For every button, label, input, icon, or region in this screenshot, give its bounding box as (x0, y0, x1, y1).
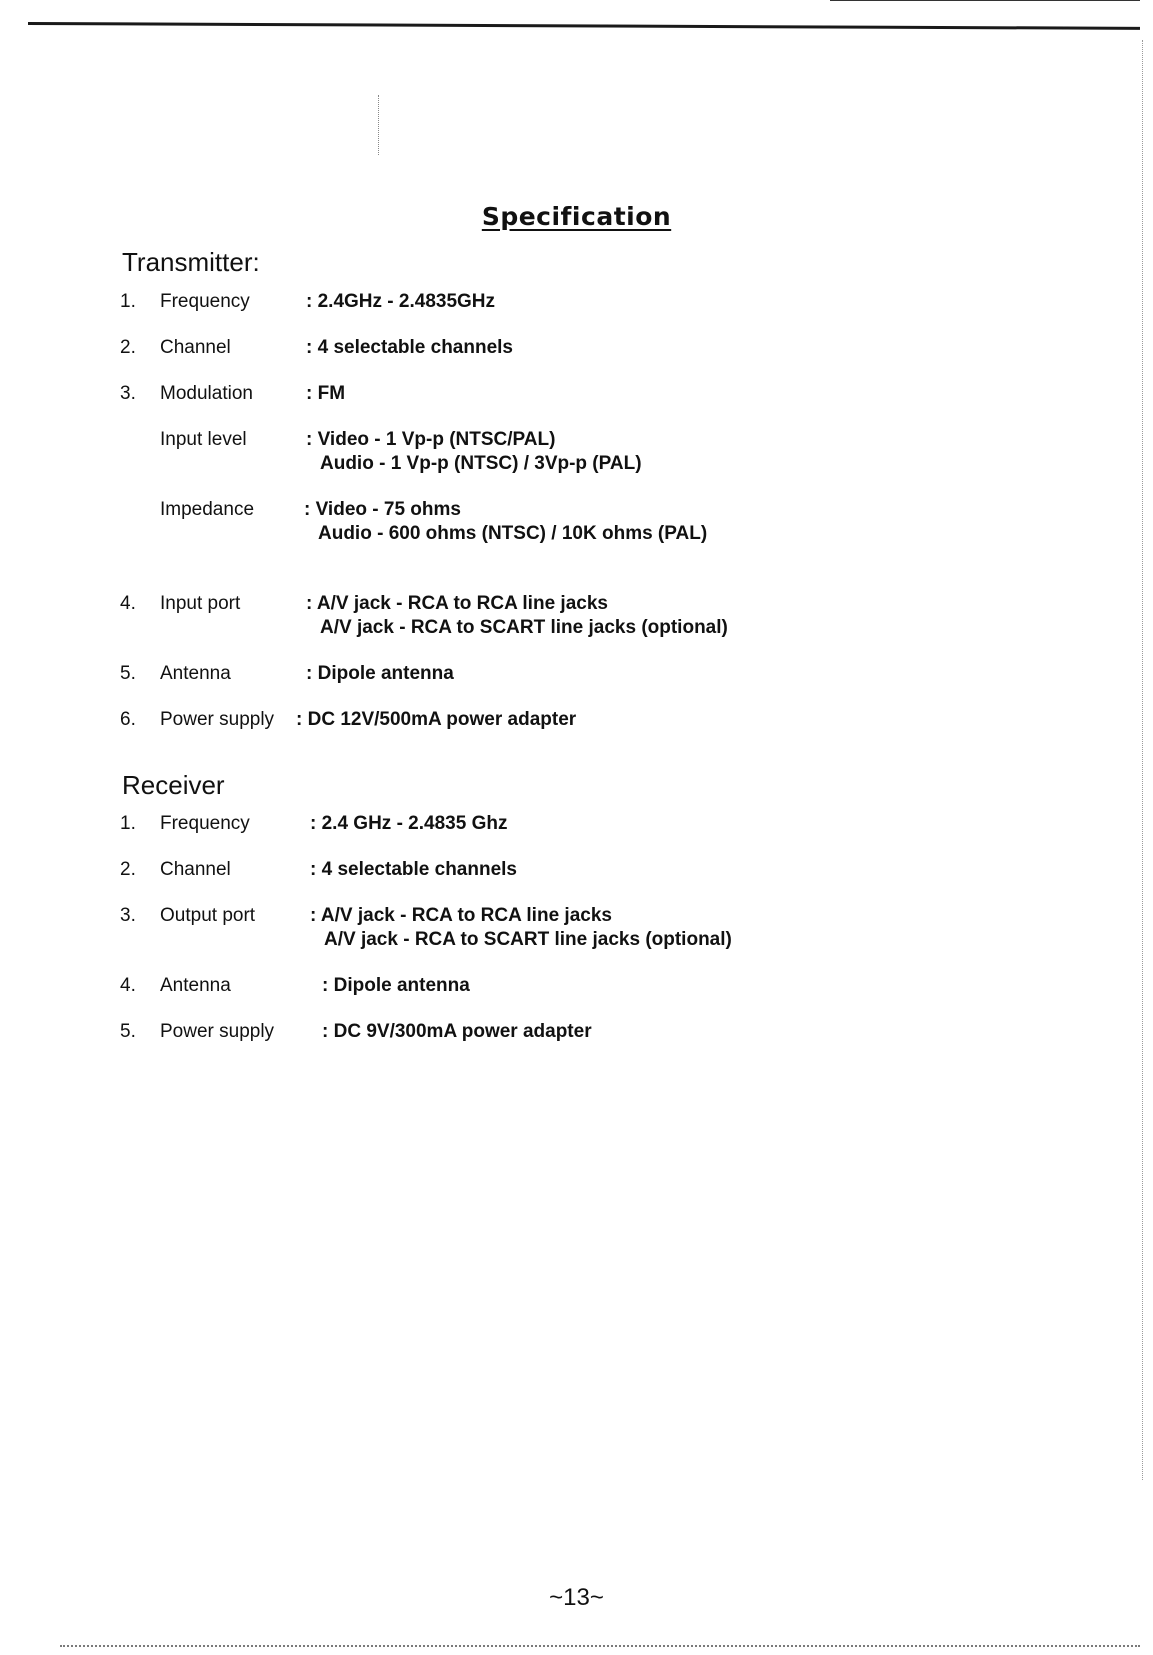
value-line: : 2.4 GHz - 2.4835 Ghz (310, 813, 508, 834)
value-line: : A/V jack - RCA to RCA line jacks (306, 593, 608, 614)
receiver-heading: Receiver (122, 770, 225, 800)
item-value (310, 904, 732, 952)
item-number: 5. (120, 1021, 136, 1042)
page-title: Specification (481, 202, 672, 231)
item-label: Frequency (160, 291, 250, 312)
item-number: 4. (120, 593, 136, 614)
value-line: : Video - 75 ohms (304, 499, 461, 520)
value-line: : Dipole antenna (322, 975, 470, 996)
value-line: : DC 9V/300mA power adapter (322, 1021, 592, 1042)
item-label: Power supply (160, 1021, 275, 1042)
scan-edge-line (830, 0, 1140, 1)
item-number: 6. (120, 709, 136, 730)
item-label: Power supply (160, 709, 275, 730)
value-line: : 4 selectable channels (310, 859, 517, 880)
item-label: Frequency (160, 813, 250, 834)
item-value (306, 336, 513, 360)
header-rule (28, 22, 1140, 30)
value-line: Audio - 1 Vp-p (NTSC) / 3Vp-p (PAL) (320, 453, 642, 474)
item-label: Antenna (160, 663, 231, 684)
value-line: : DC 12V/500mA power adapter (296, 709, 577, 730)
scan-right-edge (1142, 40, 1143, 1480)
item-number: 1. (120, 813, 136, 834)
scan-bottom-edge (60, 1645, 1140, 1647)
item-number: 2. (120, 859, 136, 880)
value-line: : FM (306, 383, 346, 404)
item-value (322, 974, 470, 998)
item-value (306, 382, 345, 406)
item-label: Impedance (160, 499, 255, 520)
item-number: 1. (120, 291, 136, 312)
item-value (296, 708, 576, 732)
item-value (310, 858, 517, 882)
value-line: : Dipole antenna (306, 663, 454, 684)
transmitter-heading: Transmitter: (122, 247, 260, 277)
item-value (306, 592, 728, 640)
item-value (322, 1020, 592, 1044)
item-label: Channel (160, 859, 231, 880)
item-value (306, 662, 454, 686)
value-line: Audio - 600 ohms (NTSC) / 10K ohms (PAL) (318, 523, 708, 544)
value-line: : A/V jack - RCA to RCA line jacks (310, 905, 612, 926)
item-value (306, 290, 495, 314)
scan-artifact (378, 95, 379, 155)
item-label: Channel (160, 337, 231, 358)
item-label: Antenna (160, 975, 231, 996)
item-value (310, 812, 507, 836)
item-number: 4. (120, 975, 136, 996)
item-number: 2. (120, 337, 136, 358)
page-number: ~13~ (549, 1584, 604, 1611)
item-label: Input port (160, 593, 241, 614)
item-label: Output port (160, 905, 256, 926)
value-line: : 2.4GHz - 2.4835GHz (306, 291, 496, 312)
value-line: : Video - 1 Vp-p (NTSC/PAL) (306, 429, 556, 450)
value-line: A/V jack - RCA to SCART line jacks (optional) (320, 617, 728, 638)
item-value (304, 498, 707, 546)
item-number: 5. (120, 663, 136, 684)
value-line: : 4 selectable channels (306, 337, 513, 358)
item-number: 3. (120, 383, 136, 404)
item-value (306, 428, 642, 476)
value-line: A/V jack - RCA to SCART line jacks (optional) (324, 929, 732, 950)
item-label: Input level (160, 429, 247, 450)
item-number: 3. (120, 905, 136, 926)
item-label: Modulation (160, 383, 253, 404)
